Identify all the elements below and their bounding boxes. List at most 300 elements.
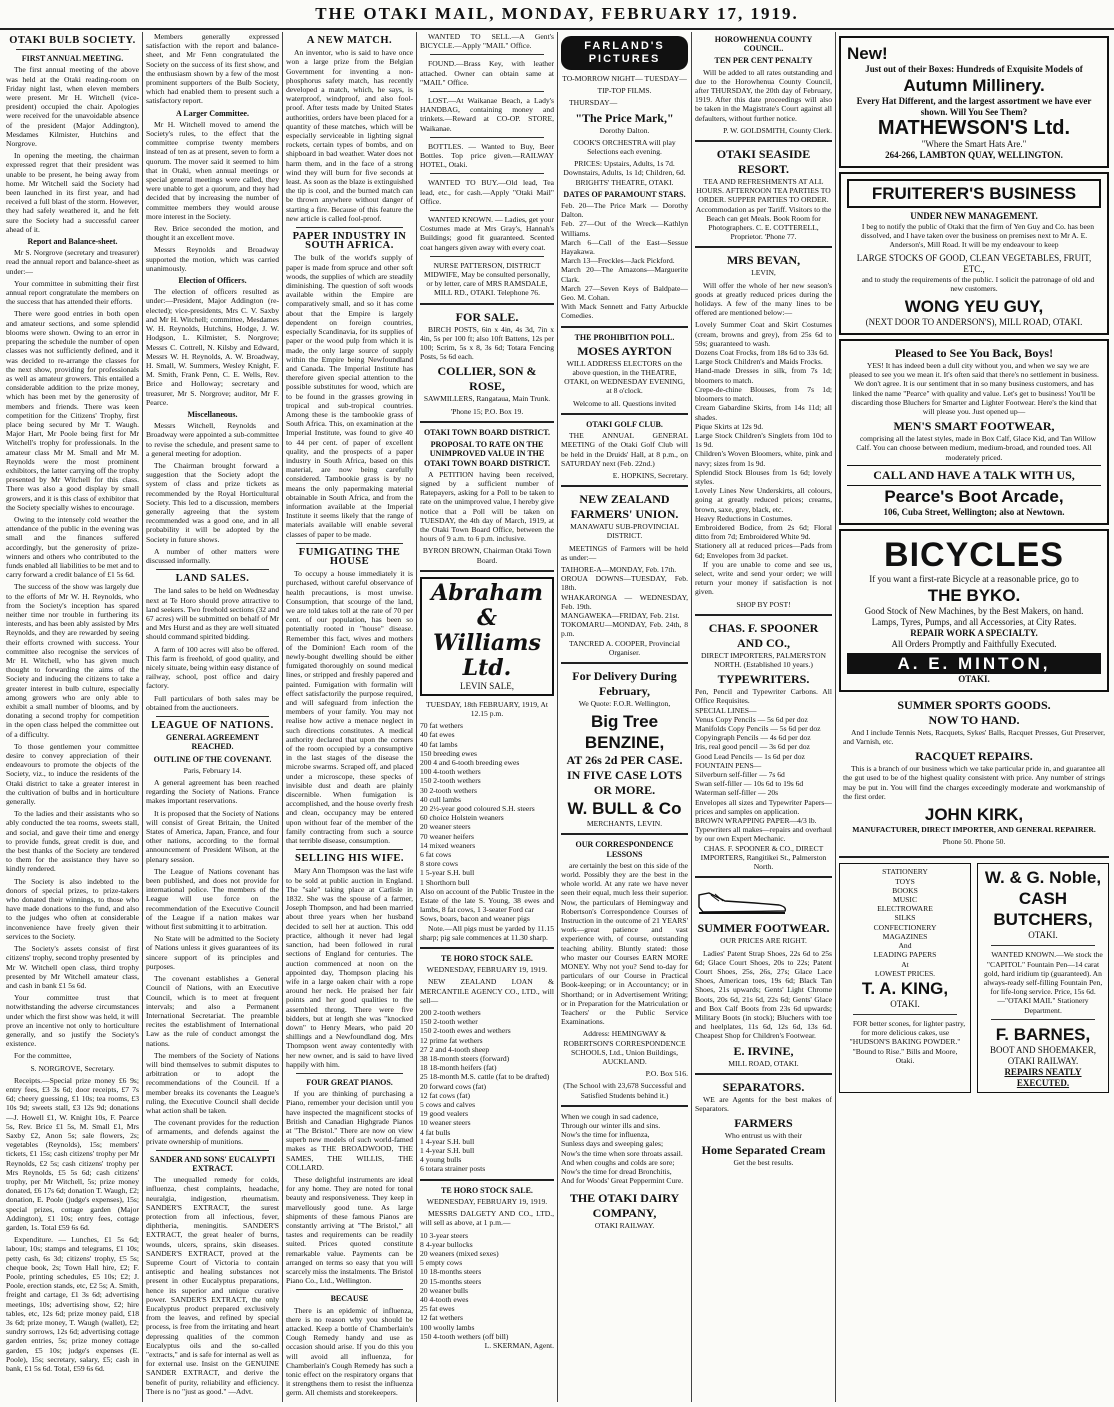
list-item: Also on account of the Public Trustee in the Estate of the late S. Young, 38 ewes and lambs, 8 fat cows, 1 3-seater Ford car [420, 886, 554, 915]
article-paragraph: The Chairman brought forward a suggestion that the Society adopt the system of class and prize tickets as recommended by the Royal Horticultural Society. This led to a discussion, members generally agreeing that the system recommended was a good one, and in all probability it will be adopted by the Society in future shows. [146, 460, 279, 544]
article-paragraph: The first annual meeting of the above was held at the Otaki reading-room on Friday night last, when eleven members were present. Mr H. Witchell (vice-president) occupied the chair. Apologies were received for the unavoidable absence of the president (Major Addington), Mesdames Kilmister, Hutchins and Norgrove. [6, 65, 139, 149]
collier-name: COLLIER, SON & ROSE, [437, 364, 537, 394]
irvine-address: MILL ROAD, OTAKI. [728, 1058, 799, 1068]
orchestra-note: COOK'S ORCHESTRA will play Selections each evening. [573, 137, 676, 157]
article-paragraph: The land sales to be held on Wednesday next at Te Horo should prove attractive to land seekers. Two freehold sections (32 and 67 acres) will be submitted on behalf of Mr and Mrs Hurst and as they are well situated should command spirited bidding. [146, 586, 279, 642]
abraham-williams-ad [420, 577, 554, 696]
summer-footwear-heading: SUMMER FOOTWEAR. [697, 921, 830, 936]
meetings-list [561, 565, 688, 639]
racquet-heading: RACQUET REPAIRS. [915, 749, 1033, 764]
poem-line: And when coughs and colds are sore; [561, 1157, 675, 1167]
article-paragraph: Rev. Brice seconded the motion, and thought it an excellent move. [146, 224, 279, 243]
minton-name: A. E. MINTON, [847, 653, 1101, 674]
list-item: 12 fat cows (fat) [420, 1090, 470, 1100]
wbull-name: W. BULL & Co [567, 799, 682, 819]
list-item: Heavy Reductions in Costumes. [695, 513, 793, 523]
summer-sports: SUMMER SPORTS GOODS. [897, 697, 1051, 712]
byko-ad [839, 529, 1109, 692]
abraham-williams-logo: Abraham & Williams Ltd. [431, 579, 543, 681]
list-item: Embroidered Bodice, from 2s 6d; Floral ditto from 7d; Embroidered White 9d. [695, 522, 832, 542]
fruit-stock: LARGE STOCKS OF GOOD, CLEAN VEGETABLES, FRUIT, ETC., [856, 252, 1092, 274]
pleased-title: Pleased to See You Back, Boys! [894, 346, 1054, 361]
signature: S. NORGROVE, Secretary. [30, 1063, 115, 1073]
list-item: 10 3-year steers [420, 1230, 469, 1240]
classified-ad: LOST.—At Waikanae Beach, a Lady's HANDBAG, containing money and trinkets.—Reward at CO-OP. STORE, Waikanae. [420, 96, 554, 133]
king-ad [839, 863, 971, 1092]
article-paragraph: In opening the meeting, the chairman expressed regret that their president was unable to be present, he being away from home. Mr Witchell said the Society had been launched in its first year, and had received a full blast of the storm. However, they had safely weathered it, and he felt sure the Society had a successful career ahead of it. [6, 151, 139, 234]
article-paragraph: The covenant provides for the reduction of armaments, and defends against the private ownership of munitions. [146, 1118, 279, 1146]
column-1 [6, 32, 139, 1402]
notice-title: NEW ZEALAND FARMERS' UNION. [570, 492, 679, 522]
spooner-sub: DIRECT IMPORTERS, PALMERSTON NORTH. (Established 10 years.) [701, 650, 826, 669]
article-paragraph: The bulk of the world's supply of paper is made from spruce and other soft woods, the supplies of which are steadily diminishing. The question of soft woods available within the Empire are comparatively small, and so it has come about that the Empire is largely dependent on foreign countries, especially Scandinavia, for its supplies of paper or the wood pulp from which it is made, the only large source of supply within the Empire being Newfoundland and Canada. The Imperial Institute has therefore given special attention to the possible substitutes for wood, which are to be found in the grasses growing in tropical and sub-tropical countries. Among these is the tambookie grass of South Africa. This, on examination at the Imperial Institute, was found to give 40 to 44 per cent. of paper of excellent quality, and the prospects of a paper industry in South Africa, based on this material, are now being carefully considered. Tambookie grass is by no means the only papermaking material obtainable in South Africa, and from the information available at the Imperial Institute it seems likely that the range of materials available will enable several classes of paper to be made. [286, 253, 413, 539]
list-item: 40 fat lambs [420, 739, 458, 749]
column-5 [561, 32, 688, 1402]
list-item: Manifolds Copy Pencils — 5s 6d per doz [695, 723, 821, 733]
poem-line: And for Woods' Great Peppermint Cure. [561, 1176, 684, 1186]
list-item: 70 weaner heifers [420, 831, 474, 841]
list-item: Cream Gabardine Skirts, from 14s 11d; all shades. [695, 403, 832, 422]
list-item: ELECTROWARE [877, 904, 933, 914]
list-item: 18 18-month heifers (fat) [420, 1063, 497, 1073]
article-subtitle: OUTLINE OF THE COVENANT. [153, 754, 272, 764]
list-item: FOUNTAIN PENS— [695, 760, 762, 770]
noble-town: OTAKI. [1028, 930, 1058, 941]
barnes-sub: BOOT AND SHOEMAKER, OTAKI RAILWAY. [989, 1044, 1097, 1066]
ad-box: P.O. Box 516. [645, 1069, 688, 1079]
article-paragraph: There were good entries in both open and amateur sections, and some splendid blooms were shown. Owing to an error in preparing the schedule the number of open classes was not sufficiently defined, and it was decided to re-arrange the classes for the next show, providing for professionals as well as amateur growers. This entailed a considerable addition to the prize money, which has been met by the generosity of members and friends. There was keen competition for the Citizens' Trophy, first place being secured by Mr T. Waugh. Major Hart, Mr Poole being first for Mr Witchell's trophy for professionals. In the amateur class Mr M. Small and Mr M. Reynolds were the most prominent exhibitors, the latter carrying off the trophy presented by Mr Witchell for this class. There was also a good display by small growers, and it is this class of exhibitor that the Society specially wishes to encourage. [6, 309, 139, 512]
pearce-address: 106, Cuba Street, Wellington; also at Newtown. [883, 506, 1065, 517]
column-rule [557, 32, 558, 1402]
article-paragraph: Members generally expressed satisfaction with the report and balance-sheet, and Mr Fenn congratulated the Society on the success of its first show, and the enthusiasm shown by a few of the most prominent supporters of the Bulb Society, which had enabled them to present such a satisfactory report. [146, 32, 279, 106]
stock-list [420, 1008, 554, 1174]
kirk-phones: Phone 50. Phone 50. [942, 837, 1006, 847]
bike-text: If you want a first-rate Bicycle at a reasonable price, go to [869, 573, 1079, 584]
article-paragraph: No State will be admitted to the Society of Nations unless it gives guarantees of its sincere support of its principles and purposes. [146, 934, 279, 971]
section-heading: Report and Balance-sheet. [27, 237, 118, 247]
list-item: 150 breeding ewes [420, 748, 477, 758]
list-item: Dozens Coat Frocks, from 18s 6d to 33s 6d. [695, 348, 829, 358]
bevan-note: If you are unable to come and see us, select, write and send your order; we will return your money if satisfaction is not given. [695, 559, 832, 597]
article-paragraph: The Society is also indebted to the donors of special prizes, to prize-takers who donated their winnings, to those who have made donations to the fund, and also to the judges who often at considerable inconvenience have freely given their services to the Society. [6, 876, 139, 941]
list-item: 10 weaner steers [420, 1118, 471, 1128]
mathewsons-name: MATHEWSON'S Ltd. [877, 117, 1071, 139]
list-item: 150 2-tooth ewes and wethers [420, 1026, 511, 1036]
list-item: March 20—The Amazons—Marguerite Clark. [561, 265, 688, 284]
dates-list [561, 201, 688, 321]
noble-ad [977, 863, 1109, 1092]
list-item: Feb. 27—Out of the Wreck—Kathlyn Williams. [561, 219, 688, 238]
list-item: 1 5-year S.H. bull [420, 868, 475, 878]
list-item: CONFECTIONERY [873, 922, 937, 932]
list-item: At [901, 959, 909, 969]
baking-ad: FOR better scones, for lighter pastry, for more delicious cakes, use "HUDSON'S BAKING POWDER." "Bound to Rise." Bills and Moore, Otaki. [849, 1018, 966, 1065]
section-heading: Miscellaneous. [187, 409, 238, 419]
list-item: WHAKARONGA — WEDNESDAY, Feb. 19th. [561, 592, 688, 611]
list-item: Lovely Lines New Underskirts, all colours, going at greatly reduced prices; creams, brown, saxe, grey, black, etc. [695, 486, 832, 514]
fruit-text: I beg to notify the public of Otaki that the firm of Yen Guy and Co. has been dissolved, and I have taken over the business on premises next to Mr A. E. Anderson's, Mill Road. It will be my endeavour to keep [860, 222, 1095, 250]
irvine-name: E. IRVINE, [733, 1043, 794, 1058]
bike-repair: REPAIR WORK A SPECIALTY. [910, 627, 1038, 638]
list-item: BOOKS [892, 885, 918, 895]
summer-sub: OUR PRICES ARE RIGHT. [720, 936, 807, 946]
article-paragraph: Your committee in submitting their first annual report congratulate the members on the success that has attended their efforts. [6, 278, 139, 307]
list-item: TOKOMARU—MONDAY, Feb. 24th, 8 p.m. [561, 620, 688, 639]
article-paragraph: The covenant establishes a General Council of Nations, with an Executive Council, which is to meet at frequent intervals; and also a Permanent International Secretariat. The preamble recites the establishment of International Law as the rule of conduct amongst the nations. [146, 974, 279, 1048]
article-title: LEAGUE OF NATIONS. [151, 720, 274, 732]
bevan-name: MRS BEVAN, [726, 253, 801, 268]
call-line: CALL AND HAVE A TALK WITH US, [847, 465, 1101, 486]
list-item: And [898, 941, 912, 951]
bevan-list [695, 320, 832, 559]
wbull-sub: MERCHANTS, LEVIN. [586, 819, 663, 829]
pleased-text: YES! It has indeed been a dull city without you, and when we say we are pleased to see you we mean it. It's often said that there's no settlement in business. We don't agree. It is our sentiment that in so many business customers, and has linked the name "Pearce" with quality and value. Let's get to business! You'll be discarding those Bluchers for Smarter and Lighter Footwear. Here's the kind that will please you. Just opened up— [849, 361, 1099, 417]
list-item: 8 4-year bullocks [420, 1239, 473, 1249]
article-paragraph: To occupy a house immediately it is purchased, without careful observance of health precautions, is most unwise. Consumption, that scourge of the land, we are told takes toll at the rate of 70 per cent. of our population, has been so potentially rooted in "house" disease. Remember this fact, wives and mothers of the Dominion! Each room of the newly-bought dwelling should be either fumigated thoroughly on sound medical lines, or stripped and freshly papered and painted. Fumigation with formalin will effect satisfactorily the purpose required, and will safeguard from infection the members of your family. You may not realise how active a menace neglect in such directions constitutes. A medical authority declared that upon the corners of the room occupied by a consumptive in the last stages of the disease the microbe swarms. Scraped off, and placed under a microscope, these specks of invisible dust and death are plainly discernible. When fumigation is accomplished, and the house overly fresh and clean, occupancy may be entered upon without fear of the member of the family contracting from such a source that terrible disease, consumption. [286, 569, 413, 846]
list-item: Feb. 20—The Price Mark — Dorothy Dalton. [561, 201, 688, 220]
notice-title: OTAKI GOLF CLUB. [586, 419, 663, 429]
list-item: 100 4-tooth wethers [420, 767, 481, 777]
separators-heading: SEPARATORS. [722, 1079, 805, 1094]
column-4 [420, 32, 554, 1402]
list-item: Sows, boars, bacon and weaner pigs [420, 914, 530, 924]
spooner-sign: CHAS. F. SPOONER & CO., DIRECT IMPORTERS, Rangitikei St., Palmerston North. [700, 843, 827, 872]
article-paragraph: To those gentlemen your committee desire to convey appreciation of their endeavours to promote the objects of the Society, viz., to induce the residents of the Otaki district to take a greater interest in the cultivation of bulbs and in horticulture generally. [6, 741, 139, 807]
classified-ad: FOUND.—Brass Key, with leather attached. Owner can obtain same at "MAIL" Office. [420, 59, 554, 87]
list-item: 10 18-months steers [420, 1267, 482, 1277]
math-tagline: "Where the Smart Hats Are." [921, 139, 1027, 149]
list-item: 30 2-tooth wethers [420, 785, 477, 795]
list-item: Hand-made Dresses in silk, from 7s 1d; bloomers to match. [695, 366, 832, 385]
poem-line: Through our winter ills and sins. [561, 1121, 661, 1131]
list-item: 6 fat cows [420, 849, 452, 859]
list-item: BROWN WRAPPING PAPER—4/3 lb. [695, 816, 817, 826]
article-title: LAND SALES. [175, 573, 250, 585]
list-item: 5 cows and calves [420, 1100, 476, 1110]
list-item: 20 weaners (mixed sexes) [420, 1248, 499, 1258]
list-item: 150 4-tooth wethers (off bill) [420, 1331, 509, 1341]
list-item: SPECIAL LINES— [695, 705, 757, 715]
collier-sub: SAWMILLERS, Rangataua, Main Trunk. [423, 394, 551, 404]
notice-text: Will be added to all rates outstanding and due to the Horowhenua County Council, after THURSDAY, the 20th day of February, 1919. After this date proceedings will also be taken in the Magistrate's Court against all defaulters, without further notice. [695, 67, 832, 123]
section-heading: A Larger Committee. [176, 108, 249, 118]
list-item: 200 4 and 6-tooth breeding ewes [420, 757, 520, 767]
masthead-title: THE OTAKI MAIL, MONDAY, FEBRUARY 17, 1919. [315, 4, 799, 23]
noble-text: WANTED KNOWN.—We stock the "CAPITOL" Fountain Pen—14 carat gold, hard iridium tip (guaranteed). An always-ready self-filling Fountain Pen, for life-long service. Price, 15s 6d.—"OTAKI MAIL" Stationery Department. [983, 950, 1103, 1015]
notice-title: THE PROHIBITION POLL. [574, 332, 675, 342]
list-item: 8 store cows [420, 859, 458, 869]
collier-phone: 'Phone 15; P.O. Box 19. [450, 406, 524, 416]
ad-title: OUR CORRESPONDENCE LESSONS [575, 840, 674, 859]
list-item: 25 fat ewes [420, 1304, 455, 1314]
new-label: New! [847, 44, 888, 63]
list-item: 1 Shorthorn bull [420, 877, 470, 887]
article-paragraph: The Society's assets consist of first citizens' trophy, second trophy presented by Mr W. Witchell open class, third trophy presented by Mr Witchell amateur class, and cash in bank £1 5s 6d. [6, 944, 139, 990]
math-every: Every Hat Different, and the largest assortment we have ever shown. Will You See Them? [856, 96, 1092, 117]
dairy-town: OTAKI RAILWAY. [594, 1221, 655, 1231]
notice-text: Welcome to all. Questions invited [573, 398, 676, 408]
classified-ad: WANTED KNOWN. — Ladies, get your Costumes made at Mrs Gray's, Hannah's Buildings; good fit guaranteed. Scented coat hangers given away with every coat. [420, 215, 554, 252]
spooner-name: CHAS. F. SPOONER AND CO., [708, 620, 819, 650]
list-item: Large Stock Children's and Maids Frocks. [695, 357, 823, 367]
list-item: 40 4-tooth ewes [420, 1294, 469, 1304]
column-rule [142, 32, 143, 1402]
list-item: LEADING PAPERS [873, 950, 937, 960]
benzine-brand: Big Tree [590, 712, 659, 732]
article-paragraph: An inventor, who is said to have once won a large prize from the Belgian Government for inventing a non-phosphorus safety match, has recently developed a match, which, he says, is waterproof, windproof, and also fool-proof. After tests made by United States authorities, orders have been placed for a quantity of these matches, which will be especially serviceable in lighting signal rockets, certain types of bombs, and on shipboard in bad weather. Water does not harm them, and in the face of a strong wind they will burn for five seconds at least. As soon as the blaze is extinguished the tip is cool, and the burned match can be thrown anywhere without danger of starting a fire. Because of this feature the new article is called fool-proof. [286, 48, 413, 223]
cash-butchers: CASH BUTCHERS, [993, 889, 1093, 930]
article-title: FUMIGATING THE HOUSE [298, 546, 401, 567]
list-item: 12 prime fat wethers [420, 1035, 483, 1045]
poem-line: Sunless days and sweeping gales; [561, 1139, 664, 1149]
article-paragraph: Messrs Witchell, Reynolds and Broadway were appointed a sub-committee to revise the schedule, and present same to a general meeting for adoption. [146, 421, 279, 458]
best-results: Get the best results. [733, 1158, 794, 1168]
list-item: 70 fat wethers [420, 721, 464, 731]
list-item: With Mack Sennett and Fatty Arbuckle Comedies. [561, 302, 688, 321]
dateline: Paris, February 14. [183, 765, 242, 775]
list-item: TAIHORE-A—MONDAY, Feb. 17th. [561, 564, 677, 574]
list-item: March 6—Call of the East—Sessue Hayakawa. [561, 237, 688, 257]
sale-agent: MESSRS DALGETY AND CO., LTD., will sell as above, at 1 p.m.— [420, 1209, 554, 1228]
for-sale-text: BIRCH POSTS, 6in x 4in, 4s 3d, 7in x 4in, 5s per 100 ft; also 10ft Battens, 12s per 100; Scrim, 5s x 8, 3s 6d; Totara Fencing Posts, 5s 6d each. [420, 324, 554, 362]
article-paragraph: A number of other matters were discussed informally. [146, 546, 279, 565]
article-paragraph: The unequalled remedy for colds, influenza, chest complaints, headache, neuralgia, indigestion, rheumatism. SANDER'S EXTRACT, the surest protection from all infectious, fever, diphtheria, meningitis. SANDER'S EXTRACT, the great healer of burns, wounds, ulcers, sprains, skin diseases. SANDER'S EXTRACT, proved at the Supreme Court of Victoria to contain antiseptic and healing substances not present in other Eucalyptus preparations, hence its superior and unique curative power. SANDER'S EXTRACT, the only Eucalyptus product prepared exclusively from the leaves, and refined by special process, is free from the irritating and heart depressing qualities of the common Eucalyptus oils and the so-called "extracts," and is safe for internal as well as for external use. Insist on the GENUINE SANDER EXTRACT, and derive the benefit of purity, reliability and efficiency. There is no "just as good." —Advt. [146, 1175, 279, 1396]
summer-text: Ladies' Patent Strap Shoes, 22s 6d to 25s 6d; Glace Court Shoes, 20s to 22s; Patent Court Shoes, 25s, 26s, 27s; Glace Lace Shoes, American toes, 19s 6d; Black Tan Shoes, 21s upwards; Gents' Light Chrome Boots, 20s 6d, 21s 6d, 22s 6d; Gents' Glace and Box Calf Boots from 23s 6d upwards; Military Boots (in stock); Bluchers with toe and heelplates, 11s 6d, 12s 6d, 13s 6d. Cheapest Shop for Children's Footwear. [695, 948, 832, 1041]
sale-date: WEDNESDAY, FEBRUARY 19, 1919. [426, 965, 548, 975]
article-subtitle: GENERAL AGREEMENT REACHED. [165, 733, 260, 752]
list-item: 150 2-tooth wether [420, 1017, 478, 1027]
poem-line: Now's the time for influenza, [561, 1130, 650, 1140]
list-item: 20 15-months steers [420, 1276, 482, 1286]
article-paragraph: Your committee trust that notwithstanding the adverse circumstances under which the first show was held, it will prove an incentive not only to horticulture generally, and so justify the Society's existence. [6, 993, 139, 1049]
benzine-price: AT 26s 2d PER CASE. [566, 753, 683, 768]
list-item: Pique Skirts at 12s 9d. [695, 421, 764, 431]
king-town: OTAKI. [890, 998, 920, 1009]
article-paragraph: Mary Ann Thompson was the last wife to be sold at public auction in England. The "sale" taking place at Carlisle in 1832. She was the spouse of a farmer, Joseph Thompson, and had been married about three years when her husband decided to sell her at auction. This odd practice, although it never had legal sanction, had been followed in rural sections of England for centuries. The auction commenced at noon on the appointed day, Thompson placing his wife in a large oaken chair with a rope around her neck. He praised her fair points and her good qualities to the assembled throng. There were five bidders, but at length she was "knocked down" to Henry Mears, who paid 20 shillings and a Newfoundland dog. Mrs Thompson went away contentedly with her new owner, and is said to have lived happily with him. [286, 866, 413, 1069]
masthead [0, 0, 1114, 30]
classified-ad: WANTED TO BUY.—Old lead, Tea lead, etc., for cash.—Apply "Otaki Mail" Office. [420, 178, 554, 206]
article-paragraph: There is an epidemic of influenza, there is no reason why you should be attacked. Keep a bottle of Chamberlain's Cough Remedy handy and use as occasion should arise. If you do this you will avoid all influenza, for Chamberlain's Cough Remedy has such a tonic effect on the respiratory organs that it strengthens them to resist the influenza germ. All chemists and storekeepers. [286, 1305, 413, 1398]
farmers-heading: FARMERS [734, 1116, 793, 1131]
poem-line: Now's the time when sore throats assail. [561, 1148, 683, 1158]
article-paragraph: The success of the show was largely due to the efforts of Mr W. H. Reynolds, who from the Society's inception has spared neither time nor trouble in furthering its interests, and has been ably assisted by Mrs Reynolds, and they are rewarded by seeing their efforts crowned with success. Your committee also recognise the services of Mr H. Witchell, who has given much thought to forwarding the aims of the Society and inducing the citizens to take a greater interest in bulb culture, especially among growers who are only able to exhibit a small number of blooms, and by donating a second trophy for competition in the open class helped the committee out of a difficulty. [6, 582, 139, 739]
notice-subtitle: MANAWATU SUB-PROVINCIAL DISTRICT. [570, 522, 679, 541]
film-star: Dorothy Dalton. [599, 125, 650, 135]
cinema-prices: PRICES: Upstairs, Adults, 1s 7d. Downstairs, Adults, 1s 1d; Children, 6d. BRIGHTS' THEATRE, OTAKI. [563, 159, 686, 187]
list-item: 200 2-tooth wethers [420, 1008, 481, 1018]
list-item: STATIONERY [882, 867, 928, 877]
list-item: TOYS [895, 876, 915, 886]
notice-text: THE ANNUAL GENERAL MEETING of the Otaki Golf Club will be held in the Druids' Hall, at 8 p.m., on SATURDAY next (Feb. 22nd.) [561, 431, 688, 468]
list-item: OROUA DOWNS—TUESDAY, Feb. 18th. [561, 574, 688, 593]
fruit-title: FRUITERER'S BUSINESS [847, 179, 1101, 208]
list-item: Lovely Summer Coat and Skirt Costumes (cream, browns and grey), from 25s 6d to 59s; guaranteed to wash. [695, 320, 832, 348]
resort-text: TEA AND REFRESHMENTS AT ALL HOURS. AFTERNOON TEA PARTIES TO ORDER. SUPPER PARTIES TO ORDER. Accommodation as per Tariff. Visitors to the Beach can get Meals. Book Room for Photographers. C. E. COTTERELL, Proprietor. 'Phone 77. [695, 177, 832, 242]
list-item: Envelopes all sizes and Typewriter Papers—prices and samples on application. [695, 797, 832, 816]
sale-note: Note.—All pigs must be yarded by 11.15 sharp; pig sale commences at 11.30 sharp. [420, 923, 554, 942]
list-item: 6 totara strainer posts [420, 1164, 486, 1174]
ad-note: (The School with 23,678 Successful and Satisfied Students behind it.) [563, 1081, 686, 1100]
fruit-sub: UNDER NEW MANAGEMENT. [910, 211, 1038, 221]
list-item: MANGAWEKA—FRIDAY, Feb. 21st. [561, 610, 680, 620]
classified-ad: BOTTLES. — Wanted to Buy, Beer Bottles. Top price given.—RAILWAY HOTEL, Otaki. [420, 141, 554, 170]
list-item: 40 fat ewes [420, 730, 455, 740]
bike-orders: All Orders Promptly and Faithfully Executed. [891, 638, 1057, 649]
bike-stock: Good Stock of New Machines, by the Best Makers, on hand. [864, 605, 1084, 616]
article-paragraph: A general agreement has been reached regarding the Society of Nations. France makes important reservations. [146, 778, 279, 806]
list-item: 20 weaner steers [420, 822, 471, 832]
list-item: March 13—Freckles—Jack Pickford. [561, 256, 675, 266]
list-item: SILKS [894, 913, 916, 923]
list-item: 150 2-tooth wethers [420, 776, 481, 786]
list-item: 27 2 and 4-tooth sheep [420, 1044, 490, 1054]
notice-text: MEETINGS of Farmers will be held as under:— [561, 543, 688, 562]
notice-title: OTAKI TOWN BOARD DISTRICT. [423, 427, 551, 437]
list-item: Copyingraph Pencils — 4s 6d per doz [695, 733, 811, 743]
list-item: 19 good vealers [420, 1109, 469, 1119]
list-item: Iris, real good pencil — 3s 6d per doz [695, 742, 810, 752]
list-item: 1 4-year S.H. bull [420, 1136, 475, 1146]
article-paragraph: The League of Nations covenant has been published, and does not provide for international police. The members of the League will use force on the recommendation of the Executive Council of the League if a nation makes war without first submitting it to arbitration. [146, 866, 279, 932]
king-list [843, 867, 967, 977]
article-title: FOUR GREAT PIANOS. [306, 1077, 393, 1087]
article-paragraph: It is proposed that the Society of Nations will consist of Great Britain, the United States of America, Japan, France, and four other nations, according to the formal announcement of President Wilson, at the plenary session. [146, 808, 279, 864]
fruit-text-2: and to study the requirements of the public. I solicit the patronage of old and new customers. [861, 274, 1095, 293]
list-item: Waterman self-filler — 20s [695, 788, 779, 798]
list-item: 14 mixed weaners [420, 840, 476, 850]
list-item: 12 fat wethers [420, 1313, 464, 1323]
column-3 [286, 32, 413, 1402]
accounts-paragraph: Expenditure. — Lunches, £1 5s 6d; labour, 10s; stamps and telegrams, £1 10s; petty cash, 6s 3d; citizens' trophy, £5 5s; cheque book, 2s; Town Hall hire, £2; F. Poole, printing schedules, £5 10s; £2; J. Poole, erection stands, etc, £2 5s; A. Smith, freight and cartage, £1 3s 6d; advertising meetings, 10s; advertising show, £2; hire tables, etc, 12s 6d; prize money paid, £18 3s 6d; prize money, T. Waugh (wallet), £2; sundry sorrows, 12s 6d; advertising cottage garden entries, 5s; prize money cottage garden, £5 10s; judge's expenses (E. Poole), 15s; secretary, salary, £5; cash in bank, £1 5s 6d. Total, £59 6s 6d. [6, 1235, 139, 1374]
ad-address: Address: HEMINGWAY & ROBERTSON'S CORRESPONDENCE SCHOOLS, Ltd., Union Buildings, AUCKLAND. [563, 1029, 686, 1067]
article-paragraph: A farm of 100 acres will also be offered. This farm is freehold, of good quality, and nicely situate, being within easy distance of railway, school, post office and dairy factory. [146, 644, 279, 691]
now-to-hand: NOW TO HAND. [928, 712, 1020, 727]
notice-title: HOROWHENUA COUNTY COUNCIL. [714, 35, 813, 54]
kirk-sub: MANUFACTURER, DIRECT IMPORTER, AND GENERAL REPAIRER. [852, 825, 1096, 835]
sale-date: WEDNESDAY, FEBRUARY 19, 1919. [426, 1196, 548, 1206]
barnes-name: F. BARNES, [995, 1024, 1091, 1044]
spooner-list [695, 687, 832, 843]
bevan-text: Will offer the whole of her new season's goods at greatly reduced prices during the holidays. A few of the many lines to be offered are mentioned below:— [695, 280, 832, 318]
notice-sign: P. W. GOLDSMITH, County Clerk. [723, 125, 832, 135]
article-paragraph: For the committee, [14, 1051, 72, 1061]
benzine-lots: IN FIVE CASE LOTS OR MORE. [566, 768, 683, 798]
column-6 [695, 32, 832, 1402]
list-item: Venus Copy Pencils — 5s 6d per doz [695, 714, 808, 724]
list-item: March 27—Seven Keys of Baldpate—Geo. M. Cohan. [561, 283, 688, 303]
list-item: Good Lead Pencils — 1s 6d per doz [695, 751, 805, 761]
article-subtitle: FIRST ANNUAL MEETING. [21, 54, 124, 64]
notice-subtitle: TEN PER CENT PENALTY [714, 56, 813, 66]
byko-name: THE BYKO. [927, 585, 1021, 605]
farlands-logo: FARLAND'S PICTURES [561, 36, 688, 70]
column-rule [282, 32, 283, 1402]
farmers-text: Who entrust us with their [724, 1131, 803, 1141]
sports-text: And I include Tennis Nets, Racquets, Sykes' Balls, Racquet Presses, Gut Preserver, and Varnish, etc. [843, 727, 1105, 747]
minton-town: OTAKI. [958, 673, 990, 684]
column-2 [146, 32, 279, 1402]
wong-address: (NEXT DOOR TO ANDERSON'S), MILL ROAD, OTAKI. [865, 317, 1083, 328]
king-name: T. A. KING, [861, 978, 949, 998]
sale-agent: NEW ZEALAND LOAN & MERCANTILE AGENCY CO., LTD., will sell— [420, 977, 554, 1005]
list-item: 38 18-month steers (forward) [420, 1054, 510, 1064]
article-paragraph: The election of officers resulted as under:—President, Major Addington (re-elected); vice-presidents, Mrs C. V. Saxby and Mr H. Witchell; committee, Mesdames W. H. Reynolds, Hutchins, Hodge, J. W. Hodgson, L. Kilmister, S. Norgrove; Messrs C. Cottrell, N. Kilsby and Edward, Messrs W. H. Reynolds, A. W. Broadway, H. Small, W. Summers, Wesley Knight, F. M. Smith, Frank Penn, C. E. Wells, Rev. Brice and Holloway; secretary and treasurer, Mr S. Norgrove; auditor, Mr F. Pearce. [146, 287, 279, 407]
cinema-line: TIP-TOP FILMS. [597, 86, 652, 96]
benzine-product: BENZINE, [584, 733, 665, 753]
column-7 [839, 32, 1109, 1402]
list-item: 4 young bulls [420, 1155, 462, 1165]
bike-lamps: Lamps, Tyres, Pumps, and all Accessories, at City Rates. [871, 616, 1077, 627]
article-paragraph: The members of the Society of Nations will bind themselves to submit disputes to arbitration or to adopt the recommendations of the Council. If a member breaks its covenants the League's ruling, the Executive Council shall decide what action shall be taken. [146, 1050, 279, 1115]
article-paragraph: These delightful instruments are ideal for any home. They are noted for tonal beauty and responsiveness. They keep in marvellously good tune. As large shipments of these famous Pianos are constantly arriving at "The Bristol," all tastes and requirements can be readily suited. Prices quoted constitute remarkable value. Payments can be arranged on terms so easy that you will scarcely miss the instalments. The Bristol Piano Co., Ltd., Wellington. [286, 1174, 413, 1286]
ad-text: are certainly the best on this side of the world. Possibly they are the best in the whole world. At any rate we have never seen their equal, much less their superior. Now, the particulars of Hemingway and Robertson's Correspondence Courses of Instruction in the outcome of 21 YEARS' work—great patience and vast experience with, of course, outstanding teaching ability. Bluntly stated: those who master our Courses EARN MORE MONEY. Why not you? Send to-day for particulars of our Course in Practical Book-keeping; or in Accountancy; or in Shorthand; or in Advertisement Writing; or in Preparation for the Matriculation or Teachers' or the Public Service Examinations. [561, 860, 688, 1027]
bevan-town: LEVIN, [751, 268, 776, 278]
speaker-name: MOSES AYRTON [577, 343, 672, 358]
sale-title: LEVIN SALE, [460, 680, 514, 691]
classified-ad: WANTED TO SELL.—A Gent's BICYCLE.—Apply "MAIL" Office. [420, 32, 554, 51]
article-paragraph: If you are thinking of purchasing a Piano, remember your decision until you have inspected the magnificent stocks of British and Canadian Highgrade Pianos at "The Bristol." There are now on view superb new models of such world-famed makes as THE BROADWOOD, THE SAMES, THE WILLIS, THE COLLARD. [286, 1089, 413, 1172]
notice-text: A PETITION having been received, signed by a sufficient number of Ratepayers, asking for a Poll to be taken to rate on the unimproved value, I hereby give notice that a Poll will be taken on TUESDAY, the 4th day of March, 1919, at the Otaki Town Board Office, between the hours of 9 a.m. to 6 p.m. inclusive. [420, 469, 554, 544]
list-item: 40 cull lambs [420, 794, 461, 804]
kirk-name: JOHN KIRK, [924, 805, 1024, 825]
cinema-line: TO-MORROW NIGHT— TUESDAY— [562, 74, 687, 83]
fruiterer-ad [839, 172, 1109, 335]
list-item: MUSIC [892, 895, 918, 905]
list-item: Crepe-de-chine Blouses, from 7s 1d; bloomers to match. [695, 384, 832, 404]
sale-sign: L. SKERMAN, Agent. [484, 1340, 554, 1350]
mathewsons-ad [839, 36, 1109, 168]
poem-line: When we cough in sad cadence, [561, 1111, 659, 1121]
list-item: 20 forward cows (fat) [420, 1081, 486, 1091]
column-rule [835, 32, 836, 1402]
cinema-line: THURSDAY— [569, 98, 618, 108]
stock-list [420, 721, 554, 923]
pearce-name: Pearce's Boot Arcade, [884, 486, 1064, 506]
article-paragraph: Mr S. Norgrove (secretary and treasurer) read the annual report and balance-sheet as under:— [6, 248, 139, 276]
notice-sign: E. HOPKINS, Secretary. [612, 470, 688, 480]
racquet-text: This is a branch of our business which we take particular pride in, and guarantee all the gut used to be of the highest quality consistent with price. Any number of strings may be put in. You will find the charges exceedingly moderate and workmanship of the first order. [843, 764, 1105, 801]
sale-title: TE HORO STOCK SALE. [441, 1185, 533, 1195]
mens-text: comprising all the latest styles, made in Box Calf, Glace Kid, and Tan Willow Calf. You can choose between medium, medium-broad, and rounded toes. All moderately priced. [856, 434, 1097, 462]
dairy-name: THE OTAKI DAIRY COMPANY, [569, 1191, 680, 1221]
bottom-ads-row [839, 863, 1109, 1092]
list-item: Splendid Stock Blouses from 1s 6d; lovely styles. [695, 467, 832, 486]
column-rule [691, 32, 692, 1402]
notice-sign: BYRON BROWN, Chairman Otaki Town Board. [422, 546, 552, 565]
benzine-quote: We Quote: F.O.R. Wellington, [578, 698, 671, 708]
list-item: 4 fat bulls [420, 1127, 451, 1137]
list-item: Typewriters all makes—repairs and overhaul by our own Expert Mechanic. [695, 825, 832, 844]
poem-line: Now's the time for dread Bronchitis, [561, 1167, 672, 1177]
dates-heading: DATES OF PARAMOUNT STARS. [563, 189, 686, 199]
for-sale-heading: FOR SALE. [455, 309, 519, 324]
notice-text: WILL ADDRESS ELECTORS on the above question, in the THEATRE, OTAKI, on WEDNESDAY EVENING, at 8 o'clock. [564, 358, 685, 396]
wong-name: WONG YEU GUY, [904, 297, 1044, 317]
article-paragraph: To the ladies and their assistants who so ably conducted the tea rooms, sweets stall, and social, and gave their time and energy to provide funds, great credit is due, and the best thanks of the Society are tendered to them for the assistance they have so kindly rendered. [6, 809, 139, 874]
mens-footwear: MEN'S SMART FOOTWEAR, [893, 419, 1055, 434]
list-item: 1 4-year S.H. bull [420, 1146, 475, 1156]
math-just: Just out of their Boxes: Hundreds of Exquisite Models of [865, 64, 1083, 74]
resort-title: OTAKI SEASIDE RESORT. [716, 147, 811, 177]
shoe-illustration-icon [695, 887, 790, 915]
list-item: Swan self-filler — 10s 6d to 19s 6d [695, 779, 804, 789]
barnes-repair: REPAIRS NEATLY EXECUTED. [1004, 1066, 1082, 1088]
stock-list [420, 1231, 554, 1341]
typewriters-heading: TYPEWRITERS. [717, 672, 810, 687]
list-item: Pen, Pencil and Typewriter Carbons. All Office Requisites. [695, 687, 832, 706]
list-item: Children's Woven Bloomers, white, pink and navy; sizes from 1s 9d. [695, 449, 832, 468]
list-item: 5 empty cows [420, 1258, 463, 1268]
